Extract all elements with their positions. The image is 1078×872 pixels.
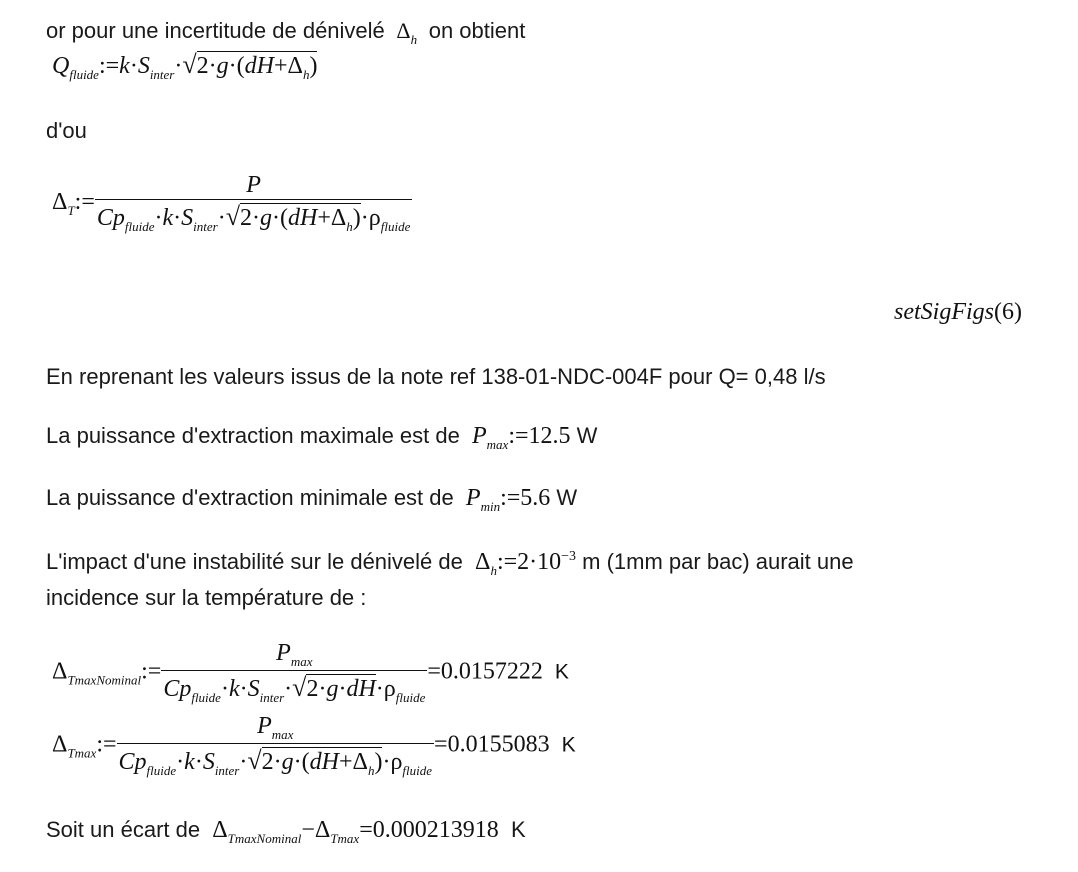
- impact-text-a: L'impact d'une instabilité sur le dénivelé de: [46, 549, 463, 574]
- pmax-line: [46, 421, 597, 453]
- impact-text-c: incidence sur la température de :: [46, 585, 367, 610]
- delta-h-definition: $\Delta_h:=2\cdot 10^{-3}$: [475, 549, 577, 578]
- dou-text: d'ou: [46, 118, 87, 143]
- result-ecart-unit: K: [510, 817, 526, 842]
- pmax-value: 12.5: [528, 423, 571, 449]
- result-max-value: 0.0155083: [447, 731, 550, 758]
- delta-tmax-equation: $\Delta_{Tmax}:=$ $\frac{P_{max}}{Cp_{fluide}\cdot k\cdot S_{inter}\cdot√2\cdot g\cdot(dH+\Delta_h)\cdot\rho_{fluide}}$ =0.0155083 K: [52, 713, 576, 778]
- pmax-unit: W: [576, 423, 598, 448]
- result-max-unit: K: [561, 733, 576, 757]
- pmin-value: 5.6: [520, 485, 551, 511]
- pmax-text: La puissance d'extraction maximale est de: [46, 423, 460, 448]
- pmin-text: La puissance d'extraction minimale est de: [46, 485, 454, 510]
- note-reference-text: En reprenant les valeurs issus de la note ref 138-01-NDC-004F pour Q= 0,48 l/s: [46, 364, 826, 389]
- result-ecart-value: 0.000213918: [372, 817, 499, 843]
- pmin-definition: $P_{min}:=5.6$: [459, 485, 551, 514]
- q-fluide-equation: $Q_{fluide}:=k\cdot S_{inter}\cdot√2\cdot g\cdot(dH+\Delta_h)$: [52, 50, 318, 82]
- delta-h-symbol: $\Delta_h$: [390, 18, 418, 47]
- setsigfigs-arg: 6: [1002, 299, 1014, 325]
- intro-line: [46, 17, 525, 48]
- pmin-unit: W: [556, 485, 578, 510]
- pmax-definition: $P_{max}:=12.5$: [466, 423, 571, 452]
- result-nominal-value: 0.0157222: [440, 658, 543, 685]
- setsigfigs-name: setSigFigs: [894, 299, 994, 325]
- ecart-expression: $\Delta_{TmaxNominal}-\Delta_{Tmax}=0.000213918$: [212, 817, 499, 846]
- ecart-line: [46, 815, 526, 847]
- intro-text: or pour une incertitude de dénivelé: [46, 18, 385, 43]
- result-nominal-unit: K: [554, 660, 569, 684]
- delta-h-value: 2·10: [517, 549, 562, 575]
- setsigfigs-call: setSigFigs(6): [894, 299, 1022, 325]
- delta-t-equation: $\Delta_T:=$ $\frac{P}{Cp_{fluide}\cdot k\cdot S_{inter}\cdot√2\cdot g\cdot(dH+\Delta_h)\cdot\rho_{fluide}}$: [52, 172, 411, 234]
- pmin-line: [46, 483, 577, 515]
- delta-tmax-nominal-equation: $\Delta_{TmaxNominal}:=$ $\frac{P_{max}}{Cp_{fluide}\cdot k\cdot S_{inter}\cdot√2\cdot g\cdot dH\cdot\rho_{fluide}}$ =0.0157222 K: [52, 640, 569, 705]
- ecart-text: Soit un écart de: [46, 817, 201, 842]
- intro-tail: on obtient: [428, 18, 526, 43]
- impact-line-1: [46, 547, 854, 579]
- impact-text-b: m (1mm par bac) aurait une: [582, 549, 854, 574]
- delta-h-exponent: −3: [561, 549, 577, 564]
